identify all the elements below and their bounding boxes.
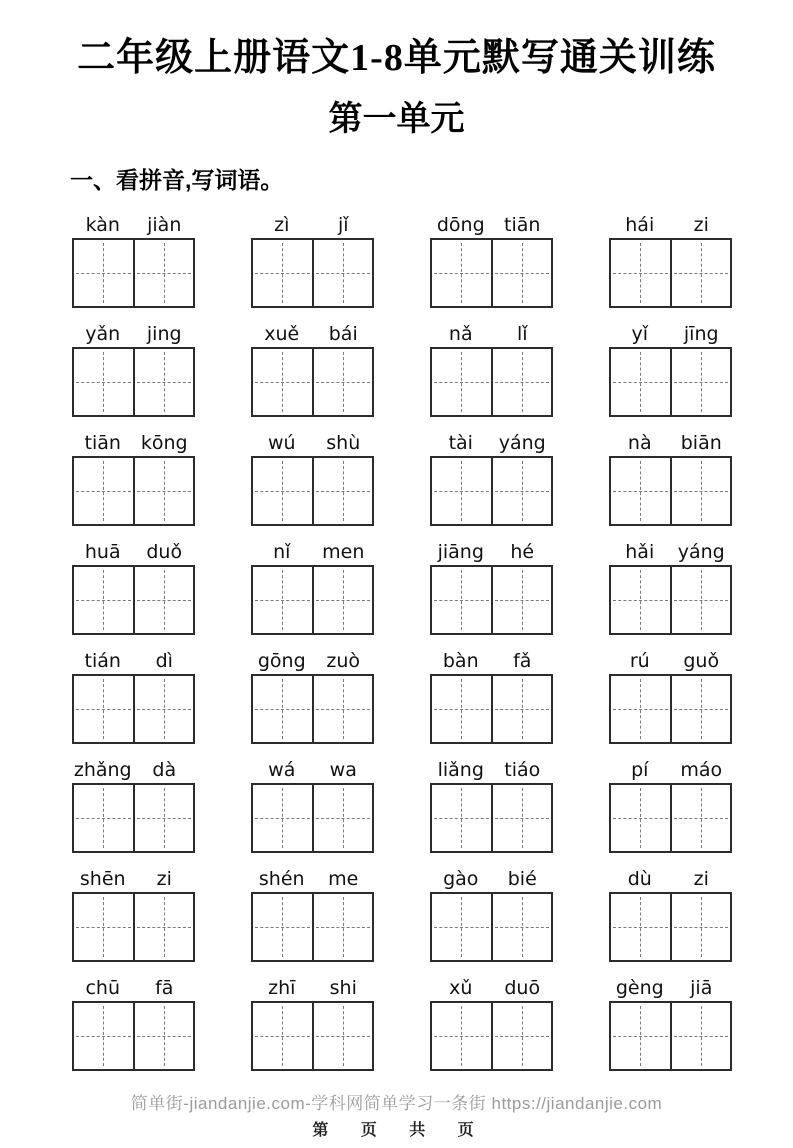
writing-cell[interactable] <box>672 1003 731 1069</box>
pinyin-syllable: fā <box>155 977 174 999</box>
writing-cell[interactable] <box>611 349 672 415</box>
writing-box[interactable] <box>251 1001 374 1071</box>
pinyin-syllable: dōng <box>436 214 485 236</box>
writing-cell[interactable] <box>314 785 373 851</box>
writing-box[interactable] <box>72 238 195 308</box>
pinyin-word-block <box>430 212 553 308</box>
writing-cell[interactable] <box>135 894 194 960</box>
pinyin-syllable: shi <box>329 977 357 999</box>
writing-cell[interactable] <box>253 676 314 742</box>
writing-cell[interactable] <box>135 1003 194 1069</box>
pinyin-syllable: fǎ <box>513 650 532 672</box>
pinyin-label <box>72 321 195 345</box>
writing-cell[interactable] <box>74 1003 135 1069</box>
pinyin-label <box>251 757 374 781</box>
writing-cell[interactable] <box>314 676 373 742</box>
pinyin-syllable: lǐ <box>516 323 528 345</box>
pinyin-label <box>251 648 374 672</box>
writing-cell[interactable] <box>611 458 672 524</box>
pinyin-syllable: shù <box>326 432 361 454</box>
writing-cell[interactable] <box>135 240 194 306</box>
writing-box[interactable] <box>72 456 195 526</box>
pinyin-word-block <box>251 539 374 635</box>
pinyin-label <box>251 430 374 454</box>
pinyin-syllable: biān <box>680 432 722 454</box>
pinyin-syllable: xǔ <box>449 977 473 999</box>
pinyin-syllable: duǒ <box>146 541 183 563</box>
pinyin-syllable: dì <box>155 650 173 672</box>
writing-cell[interactable] <box>432 1003 493 1069</box>
pinyin-word-block <box>72 648 195 744</box>
writing-box[interactable] <box>430 1001 553 1071</box>
writing-cell[interactable] <box>493 567 552 633</box>
writing-cell[interactable] <box>672 349 731 415</box>
pinyin-syllable: dù <box>627 868 652 890</box>
pinyin-syllable: tài <box>448 432 473 454</box>
pinyin-syllable: yǐ <box>631 323 649 345</box>
writing-cell[interactable] <box>432 894 493 960</box>
pinyin-label <box>430 539 553 563</box>
pinyin-syllable: gōng <box>257 650 306 672</box>
writing-cell[interactable] <box>493 240 552 306</box>
writing-box[interactable] <box>72 783 195 853</box>
pinyin-word-block <box>251 321 374 417</box>
writing-box[interactable] <box>430 347 553 417</box>
writing-cell[interactable] <box>253 894 314 960</box>
writing-box[interactable] <box>430 456 553 526</box>
writing-box[interactable] <box>609 456 732 526</box>
pinyin-syllable: yáng <box>498 432 546 454</box>
writing-cell[interactable] <box>493 676 552 742</box>
pinyin-syllable: nǎ <box>448 323 473 345</box>
pinyin-syllable: guǒ <box>683 650 720 672</box>
writing-cell[interactable] <box>611 240 672 306</box>
pinyin-label <box>72 648 195 672</box>
writing-cell[interactable] <box>314 894 373 960</box>
pinyin-syllable: kōng <box>140 432 188 454</box>
writing-cell[interactable] <box>432 240 493 306</box>
writing-cell[interactable] <box>314 1003 373 1069</box>
pinyin-syllable: men <box>322 541 365 563</box>
pinyin-syllable: hǎi <box>625 541 655 563</box>
pinyin-word-block <box>251 866 374 962</box>
writing-cell[interactable] <box>493 458 552 524</box>
pinyin-syllable: rú <box>629 650 650 672</box>
pinyin-word-block <box>430 757 553 853</box>
writing-cell[interactable] <box>74 567 135 633</box>
pinyin-label <box>609 866 732 890</box>
section-heading: 一、看拼音,写词语。 <box>70 167 284 193</box>
writing-cell[interactable] <box>74 894 135 960</box>
writing-box[interactable] <box>72 892 195 962</box>
pinyin-word-grid <box>72 212 732 1071</box>
pinyin-syllable: jiàn <box>147 214 182 236</box>
pinyin-syllable: liǎng <box>437 759 484 781</box>
pinyin-label <box>609 539 732 563</box>
writing-cell[interactable] <box>432 785 493 851</box>
writing-cell[interactable] <box>74 349 135 415</box>
pinyin-syllable: jiā <box>690 977 713 999</box>
pinyin-word-block <box>251 212 374 308</box>
pinyin-label <box>430 212 553 236</box>
pinyin-syllable: duō <box>504 977 541 999</box>
writing-cell[interactable] <box>611 676 672 742</box>
writing-cell[interactable] <box>611 567 672 633</box>
pinyin-word-block <box>609 757 732 853</box>
unit-subtitle: 第一单元 <box>328 101 465 138</box>
pinyin-syllable: gào <box>443 868 479 890</box>
pinyin-word-block <box>72 757 195 853</box>
pinyin-syllable: zì <box>274 214 290 236</box>
pinyin-label <box>609 430 732 454</box>
pinyin-word-block <box>72 866 195 962</box>
writing-box[interactable] <box>72 674 195 744</box>
pinyin-syllable: nà <box>627 432 652 454</box>
pinyin-syllable: shén <box>258 868 305 890</box>
pinyin-word-block <box>430 975 553 1071</box>
writing-cell[interactable] <box>135 349 194 415</box>
writing-cell[interactable] <box>253 567 314 633</box>
pinyin-syllable: zhī <box>268 977 296 999</box>
pinyin-word-block <box>251 648 374 744</box>
writing-cell[interactable] <box>253 1003 314 1069</box>
writing-cell[interactable] <box>672 240 731 306</box>
pinyin-word-block <box>430 648 553 744</box>
pinyin-label <box>72 212 195 236</box>
writing-box[interactable] <box>251 892 374 962</box>
pinyin-word-block <box>72 212 195 308</box>
writing-box[interactable] <box>251 238 374 308</box>
writing-box[interactable] <box>609 238 732 308</box>
pinyin-label <box>72 757 195 781</box>
writing-cell[interactable] <box>135 676 194 742</box>
pinyin-word-block <box>609 321 732 417</box>
worksheet-page <box>0 26 793 1148</box>
writing-box[interactable] <box>609 674 732 744</box>
pinyin-label <box>72 539 195 563</box>
writing-cell[interactable] <box>253 458 314 524</box>
pinyin-syllable: yáng <box>677 541 725 563</box>
pinyin-label <box>72 430 195 454</box>
pinyin-syllable: shēn <box>79 868 126 890</box>
pinyin-word-block <box>609 975 732 1071</box>
writing-box[interactable] <box>72 565 195 635</box>
pinyin-syllable: tián <box>84 650 121 672</box>
writing-box[interactable] <box>251 347 374 417</box>
pinyin-syllable: hái <box>625 214 655 236</box>
pinyin-syllable: chū <box>85 977 121 999</box>
writing-cell[interactable] <box>493 1003 552 1069</box>
pinyin-label <box>72 866 195 890</box>
pinyin-label <box>609 321 732 345</box>
writing-box[interactable] <box>609 892 732 962</box>
pinyin-word-block <box>430 321 553 417</box>
pinyin-label <box>430 975 553 999</box>
pinyin-syllable: zuò <box>326 650 361 672</box>
pinyin-word-block <box>609 866 732 962</box>
pinyin-syllable: zi <box>156 868 172 890</box>
writing-cell[interactable] <box>493 785 552 851</box>
writing-box[interactable] <box>251 565 374 635</box>
pinyin-syllable: jiāng <box>437 541 484 563</box>
writing-cell[interactable] <box>672 785 731 851</box>
writing-box[interactable] <box>72 1001 195 1071</box>
writing-box[interactable] <box>430 238 553 308</box>
writing-cell[interactable] <box>493 349 552 415</box>
writing-cell[interactable] <box>314 240 373 306</box>
pinyin-label <box>251 321 374 345</box>
writing-cell[interactable] <box>672 894 731 960</box>
writing-box[interactable] <box>609 1001 732 1071</box>
pinyin-label <box>609 757 732 781</box>
pinyin-word-block <box>430 866 553 962</box>
pinyin-word-block <box>609 212 732 308</box>
pinyin-syllable: kàn <box>85 214 120 236</box>
writing-box[interactable] <box>609 783 732 853</box>
pinyin-word-block <box>72 539 195 635</box>
pinyin-syllable: bié <box>507 868 537 890</box>
pinyin-syllable: hé <box>510 541 535 563</box>
pinyin-label <box>609 975 732 999</box>
writing-box[interactable] <box>251 674 374 744</box>
pinyin-word-block <box>251 975 374 1071</box>
writing-box[interactable] <box>430 783 553 853</box>
pinyin-word-block <box>609 539 732 635</box>
pinyin-syllable: máo <box>680 759 723 781</box>
writing-box[interactable] <box>72 347 195 417</box>
pinyin-label <box>430 430 553 454</box>
pinyin-syllable: zhǎng <box>73 759 132 781</box>
writing-cell[interactable] <box>432 676 493 742</box>
pinyin-syllable: zi <box>693 868 709 890</box>
footer-watermark: 简单街-jiandanjie.com-学科网简单学习一条街 https://jiandanjie.com <box>130 1094 663 1113</box>
pinyin-label <box>251 212 374 236</box>
footer-page-label: 第 页 共 页 <box>312 1122 481 1139</box>
pinyin-label <box>430 648 553 672</box>
pinyin-syllable: xuě <box>264 323 300 345</box>
writing-cell[interactable] <box>432 567 493 633</box>
writing-cell[interactable] <box>253 240 314 306</box>
pinyin-syllable: nǐ <box>273 541 291 563</box>
writing-cell[interactable] <box>135 458 194 524</box>
writing-box[interactable] <box>430 892 553 962</box>
pinyin-syllable: wú <box>267 432 296 454</box>
pinyin-word-block <box>72 975 195 1071</box>
pinyin-word-block <box>72 430 195 526</box>
pinyin-word-block <box>72 321 195 417</box>
writing-box[interactable] <box>609 347 732 417</box>
pinyin-syllable: huā <box>84 541 121 563</box>
pinyin-syllable: zi <box>693 214 709 236</box>
writing-cell[interactable] <box>253 785 314 851</box>
writing-cell[interactable] <box>74 785 135 851</box>
pinyin-word-block <box>251 757 374 853</box>
pinyin-syllable: tiān <box>84 432 121 454</box>
pinyin-label <box>430 866 553 890</box>
writing-box[interactable] <box>251 456 374 526</box>
pinyin-syllable: tiáo <box>504 759 541 781</box>
writing-cell[interactable] <box>74 458 135 524</box>
writing-cell[interactable] <box>135 785 194 851</box>
writing-box[interactable] <box>609 565 732 635</box>
pinyin-syllable: jīng <box>683 323 719 345</box>
writing-cell[interactable] <box>493 894 552 960</box>
pinyin-word-block <box>609 648 732 744</box>
pinyin-label <box>251 975 374 999</box>
pinyin-label <box>251 866 374 890</box>
writing-cell[interactable] <box>611 894 672 960</box>
page-title: 二年级上册语文1-8单元默写通关训练 <box>77 37 716 79</box>
pinyin-word-block <box>609 430 732 526</box>
writing-cell[interactable] <box>672 458 731 524</box>
pinyin-syllable: me <box>328 868 359 890</box>
pinyin-syllable: bàn <box>442 650 479 672</box>
writing-cell[interactable] <box>611 785 672 851</box>
writing-cell[interactable] <box>314 567 373 633</box>
writing-cell[interactable] <box>314 349 373 415</box>
pinyin-label <box>609 212 732 236</box>
pinyin-syllable: dà <box>152 759 177 781</box>
pinyin-label <box>430 757 553 781</box>
pinyin-syllable: pí <box>631 759 649 781</box>
writing-cell[interactable] <box>135 567 194 633</box>
pinyin-word-block <box>251 430 374 526</box>
pinyin-syllable: yǎn <box>85 323 121 345</box>
pinyin-label <box>251 539 374 563</box>
pinyin-syllable: wá <box>268 759 296 781</box>
writing-cell[interactable] <box>432 349 493 415</box>
writing-cell[interactable] <box>253 349 314 415</box>
writing-cell[interactable] <box>432 458 493 524</box>
writing-box[interactable] <box>430 565 553 635</box>
writing-box[interactable] <box>430 674 553 744</box>
writing-cell[interactable] <box>672 676 731 742</box>
writing-cell[interactable] <box>74 240 135 306</box>
pinyin-syllable: wa <box>329 759 357 781</box>
pinyin-syllable: jǐ <box>337 214 349 236</box>
pinyin-word-block <box>430 430 553 526</box>
writing-cell[interactable] <box>314 458 373 524</box>
pinyin-syllable: gèng <box>615 977 664 999</box>
pinyin-label <box>430 321 553 345</box>
pinyin-label <box>609 648 732 672</box>
writing-box[interactable] <box>251 783 374 853</box>
pinyin-syllable: bái <box>328 323 358 345</box>
writing-cell[interactable] <box>74 676 135 742</box>
pinyin-label <box>72 975 195 999</box>
pinyin-syllable: jing <box>146 323 182 345</box>
writing-cell[interactable] <box>672 567 731 633</box>
pinyin-syllable: tiān <box>504 214 541 236</box>
writing-cell[interactable] <box>611 1003 672 1069</box>
pinyin-word-block <box>430 539 553 635</box>
